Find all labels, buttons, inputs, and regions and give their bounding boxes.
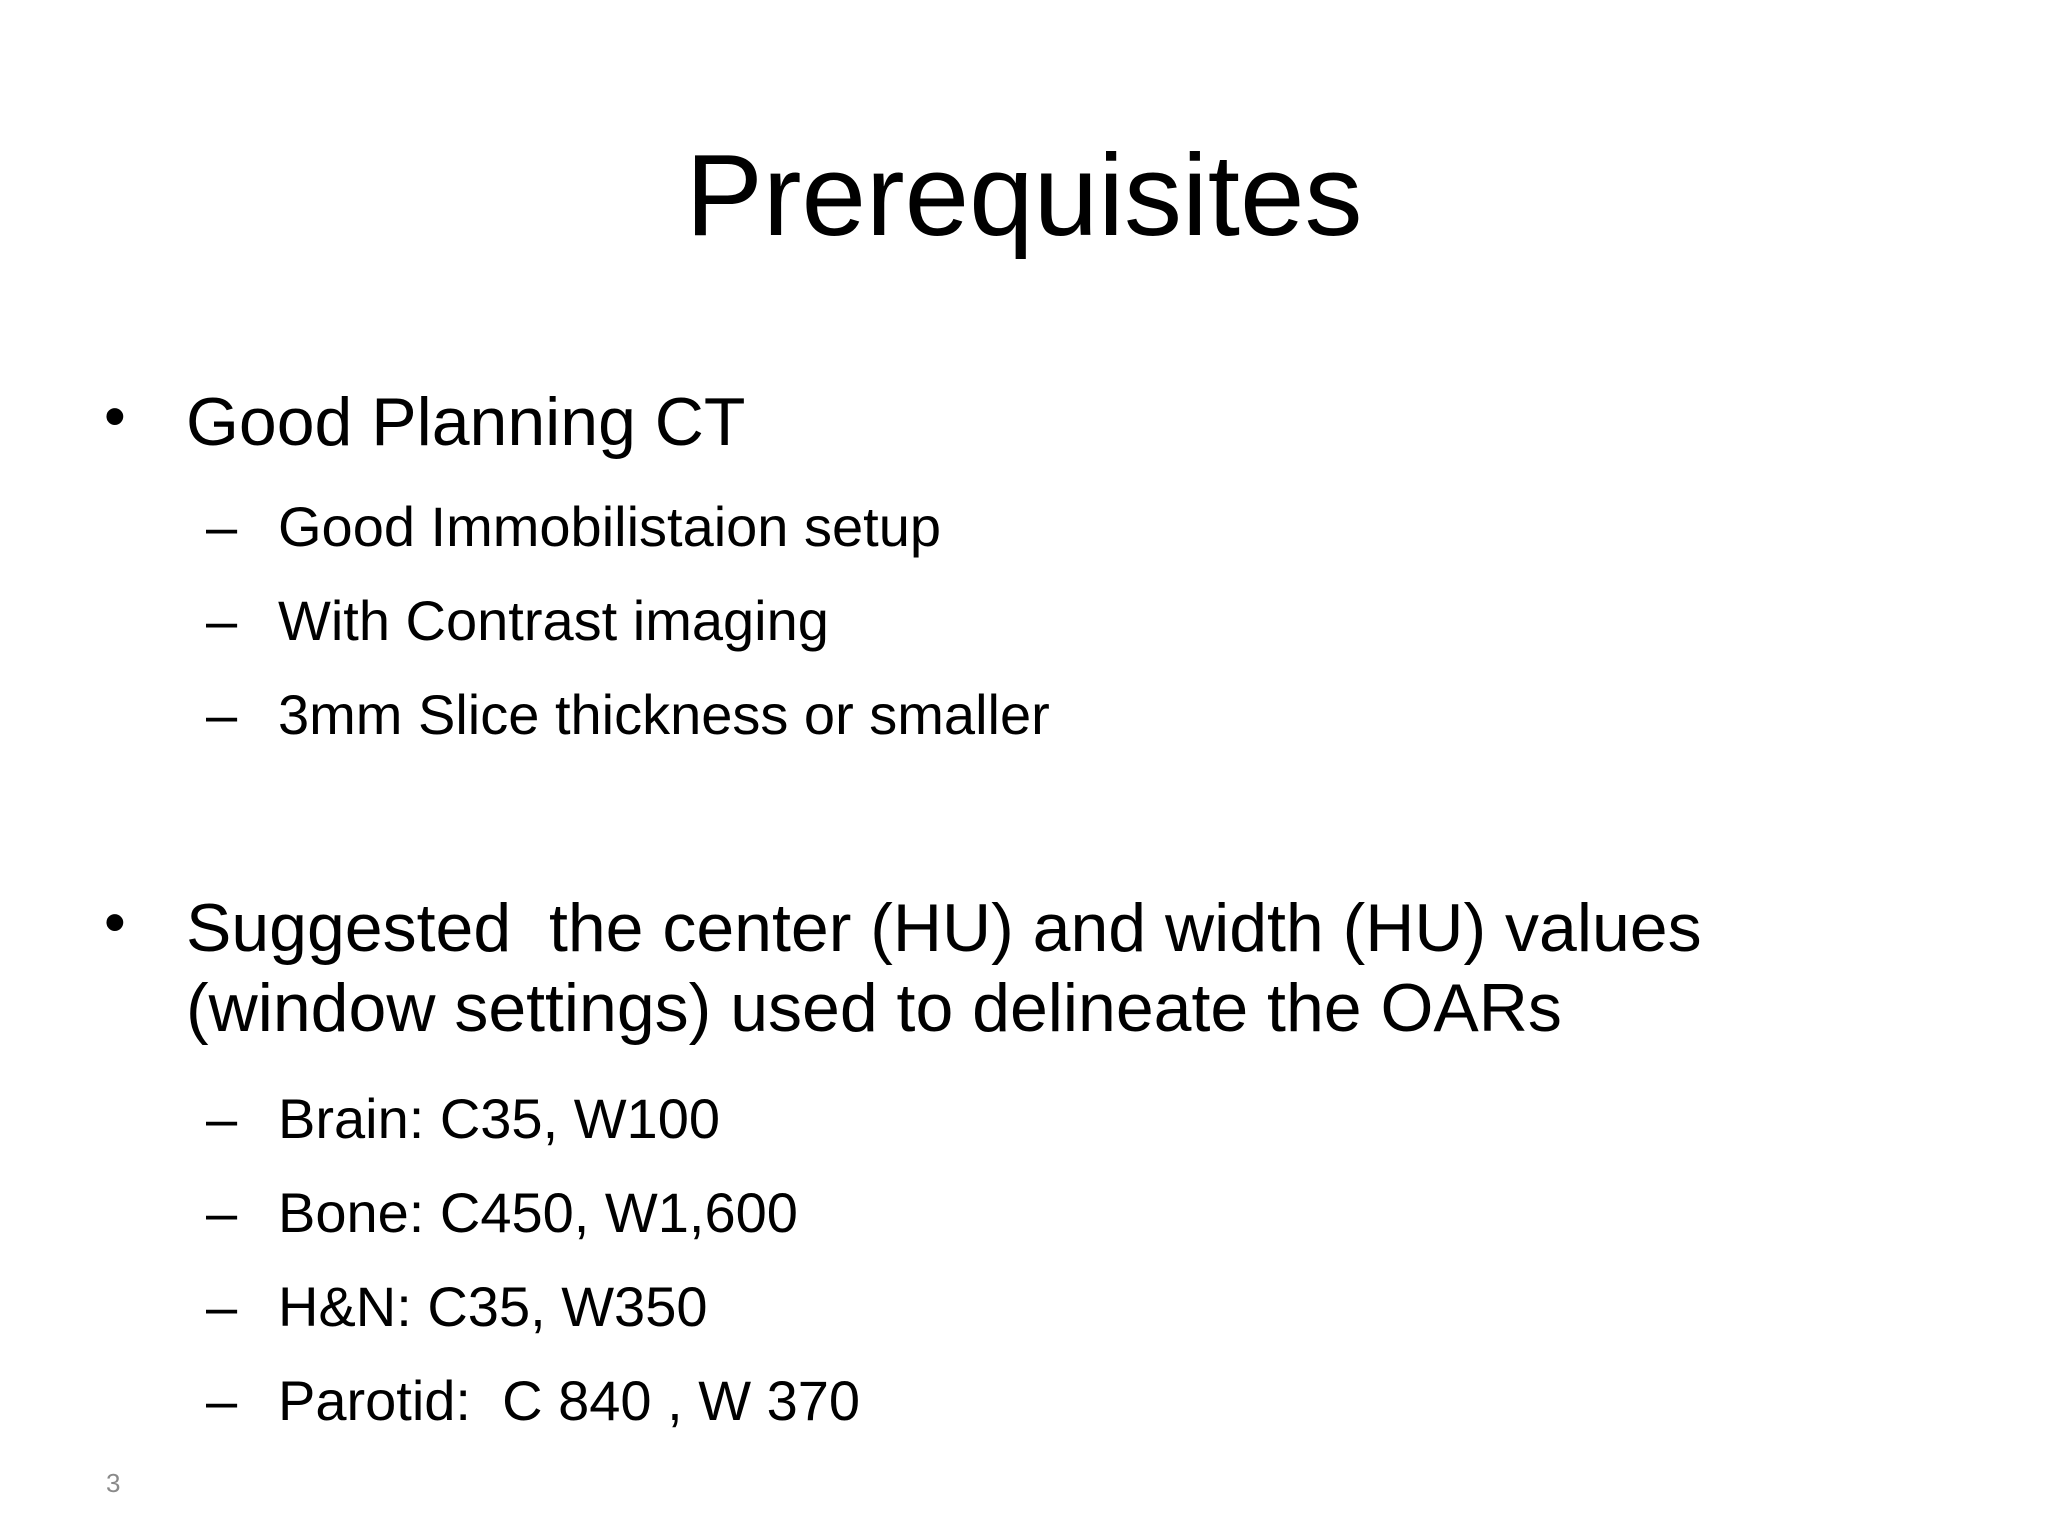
bullet-dot: • — [104, 888, 126, 957]
sub-item — [0, 1178, 2048, 1258]
sub-item-text: 3mm Slice thickness or smaller — [278, 683, 1050, 746]
bullet-dot: • — [104, 382, 126, 451]
slide-title: Prerequisites — [685, 130, 1363, 260]
sub-item — [0, 1366, 2048, 1446]
bullet-text-line: (window settings) used to delineate the OARs — [186, 970, 1562, 1046]
sub-item-dash: – — [206, 683, 238, 746]
sub-item — [0, 586, 2048, 666]
sub-item-text: Brain: C35, W100 — [278, 1087, 720, 1150]
bullet-text-line: Suggested the center (HU) and width (HU) values — [186, 890, 1702, 966]
sub-item-dash: – — [206, 495, 238, 558]
sub-item-dash: – — [206, 1275, 238, 1338]
sub-item-text: Good Immobilistaion setup — [278, 495, 942, 558]
sub-item — [0, 492, 2048, 572]
sub-item-dash: – — [206, 1181, 238, 1244]
sub-item-text: Bone: C450, W1,600 — [278, 1181, 798, 1244]
sub-item-text: Parotid: C 840 , W 370 — [278, 1369, 861, 1432]
sub-item — [0, 1084, 2048, 1164]
bullet-text — [186, 888, 1846, 1048]
sub-item-text: H&N: C35, W350 — [278, 1275, 708, 1338]
sub-item — [0, 1272, 2048, 1352]
sub-item-dash: – — [206, 1087, 238, 1150]
bullet-text — [186, 382, 1846, 462]
sub-item-dash: – — [206, 589, 238, 652]
bullet-text-line: Good Planning CT — [186, 384, 746, 460]
sub-item-dash: – — [206, 1369, 238, 1432]
sub-item-text: With Contrast imaging — [278, 589, 829, 652]
sub-item — [0, 680, 2048, 760]
page-number: 3 — [106, 1468, 121, 1498]
